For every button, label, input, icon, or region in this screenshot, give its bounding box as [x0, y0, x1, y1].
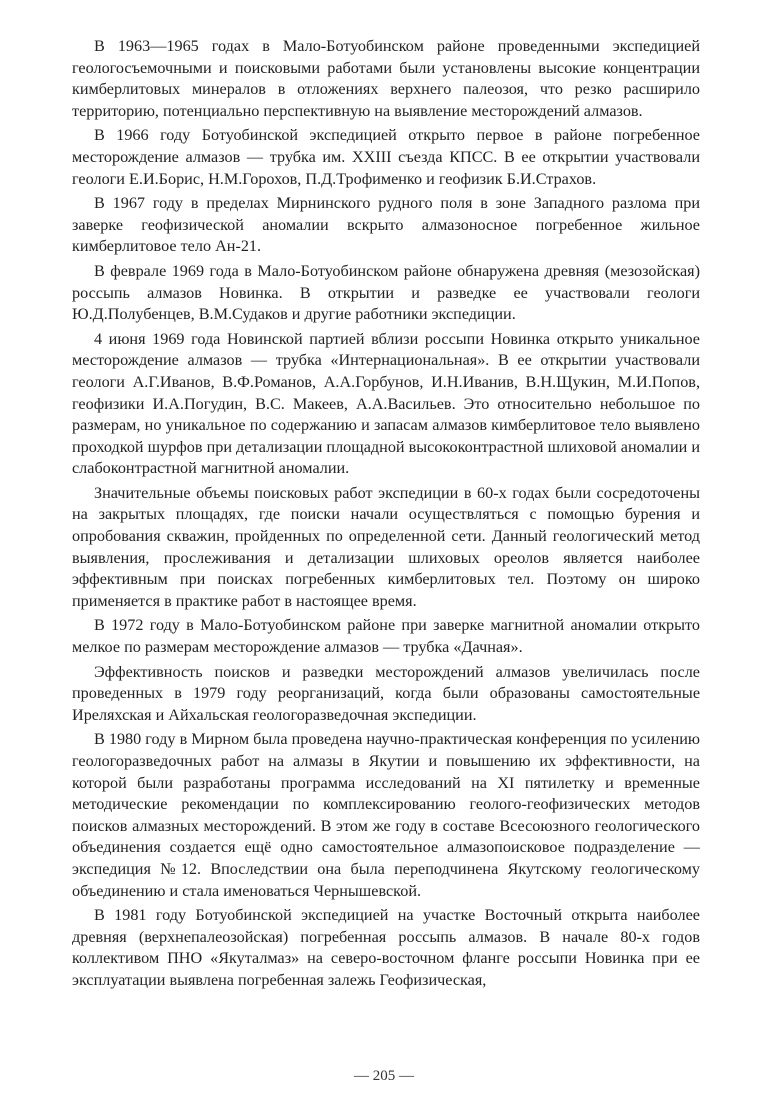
- paragraph-8: Эффективность поисков и разведки месторождений алмазов увеличилась после проведенных в 1979 году реорганизаций, когда были образованы самостоятельные Иреляхская и Айхальская геологоразведочная экспедиции.: [72, 662, 700, 724]
- paragraph-10: В 1981 году Ботуобинской экспедицией на участке Восточный открыта наиболее древняя (верхнепалеозойская) погребенная россыпь алмазов. В начале 80-х годов коллективом ПНО «Якуталмаз» на северо-восточном фланге россыпи Новинка при ее эксплуатации выявлена погребенная залежь Геофизическая,: [72, 906, 700, 989]
- paragraph-2: В 1966 году Ботуобинской экспедицией открыто первое в районе погребенное месторождение алмазов — трубка им. XXIII съезда КПСС. В ее открытии участвовали геологи Е.И.Борис, Н.М.Горохов, П.Д.Трофименко и геофизик Б.И.Страхов.: [72, 126, 700, 188]
- paragraph-4: В феврале 1969 года в Мало-Ботуобинском районе обнаружена древняя (мезозойская) россыпь алмазов Новинка. В открытии и разведке ее участвовали геологи Ю.Д.Полубенцев, В.М.Судаков и другие работники экспедиции.: [72, 261, 700, 324]
- paragraph-3: В 1967 году в пределах Мирнинского рудного поля в зоне Западного разлома при заверке геофизической аномалии вскрыто алмазоносное погребенное жильное кимберлитовое тело Ан-21.: [72, 194, 700, 256]
- paragraph-7: В 1972 году в Мало-Ботуобинском районе при заверке магнитной аномалии открыто мелкое по размерам месторождение алмазов — трубка «Дачная».: [72, 616, 700, 657]
- page-body: [72, 36, 700, 995]
- page-number: — 205 —: [354, 1068, 414, 1084]
- paragraph-5: 4 июня 1969 года Новинской партией вблизи россыпи Новинка открыто уникальное месторождение алмазов — трубка «Интернациональная». В ее открытии участвовали геологи А.Г.Иванов, В.Ф.Романов, А.А.Горбунов, И.Н.Иванив, В.Н.Щукин, М.И.Попов, геофизики И.А.Погудин, В.С. Макеев, А.А.Васильев. Это относительно небольшое по размерам, но уникальное по содержанию и запасам алмазов кимберлитовое тело выявлено проходкой шурфов при детализации площадной высококонтрастной шлиховой аномалии и слабоконтрастной магнитной аномалии.: [72, 329, 700, 478]
- paragraph-1: В 1963—1965 годах в Мало-Ботуобинском районе проведенными экспедицией геологосъемочными и поисковыми работами были установлены высокие концентрации кимберлитовых минералов в отложениях верхнего палеозоя, что резко расширило территорию, потенциально перспективную на выявление месторождений алмазов.: [72, 37, 700, 120]
- paragraph-6: Значительные объемы поисковых работ экспедиции в 60-х годах были сосредоточены на закрытых площадях, где поиски начали осуществляться с помощью бурения и опробования скважин, пройденных по определенной сети. Данный геологический метод выявления, прослеживания и детализации шлиховых ореолов является наиболее эффективным при поисках погребенных кимберлитовых тел. Поэтому он широко применяется в практике работ в настоящее время.: [72, 483, 700, 610]
- paragraph-9: В 1980 году в Мирном была проведена научно-практическая конференция по усилению геологоразведочных работ на алмазы в Якутии и повышению их эффективности, на которой были разработаны программа исследований на XI пятилетку и временные методические рекомендации по комплексированию геолого-геофизических методов поисков алмазных месторождений. В этом же году в составе Всесоюзного геологического объединения создается ещё одно самостоятельное алмазопоисковое подразделение — экспедиция №12. Впоследствии она была переподчинена Якутскому геологическому объединению и стала именоваться Чернышевской.: [72, 730, 700, 900]
